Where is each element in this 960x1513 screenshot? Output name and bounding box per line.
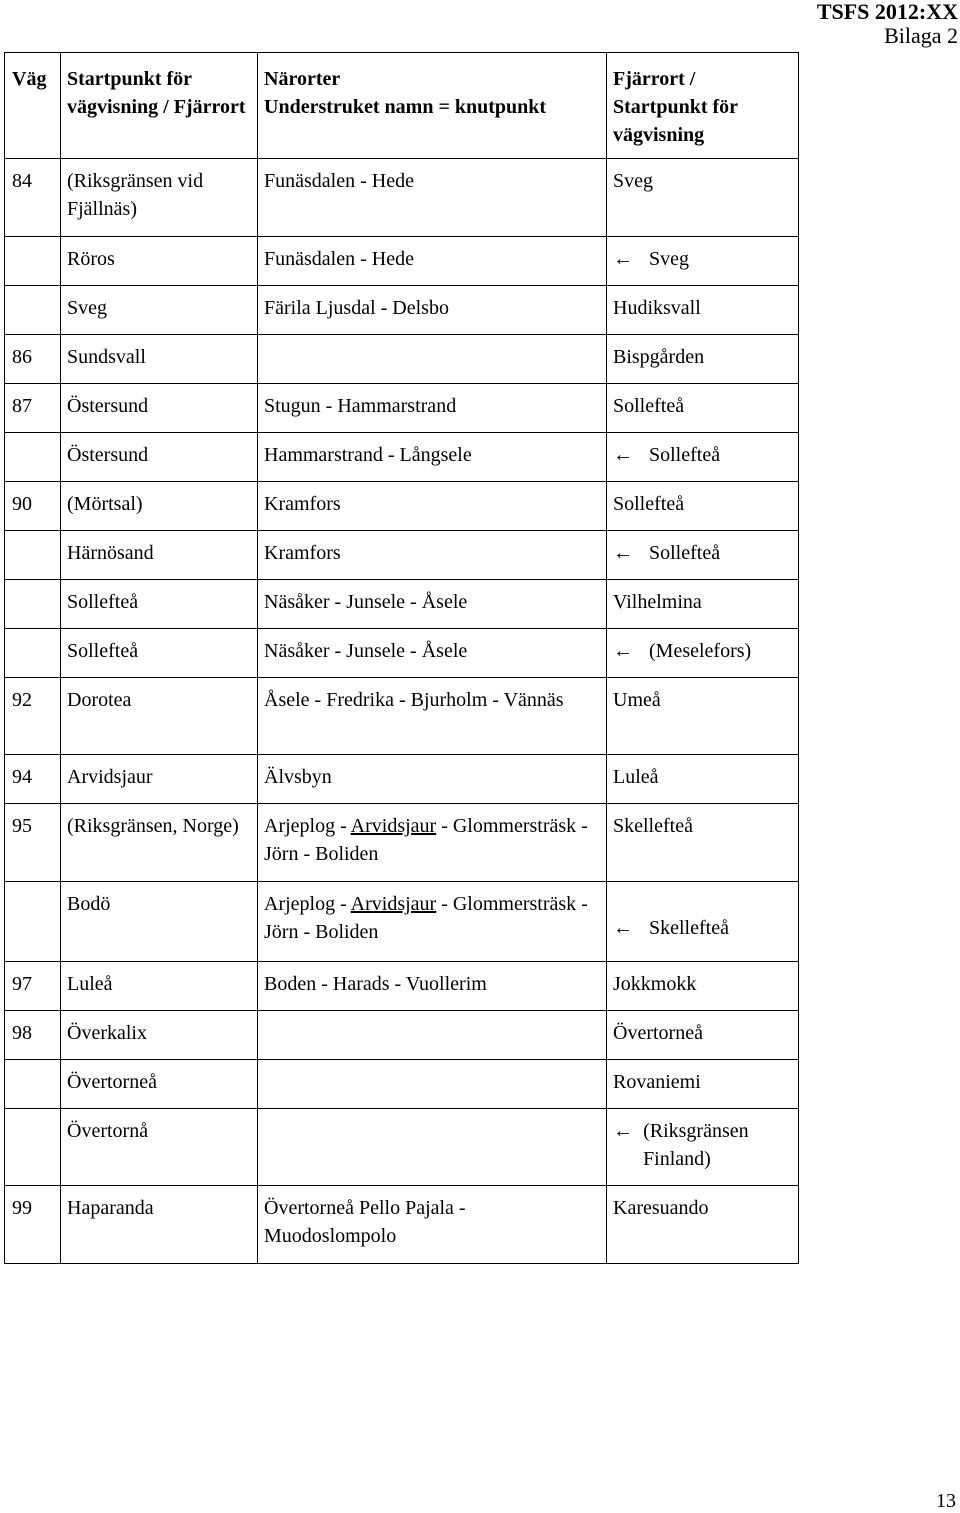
cell-start: (Riksgränsen vid Fjällnäs)	[61, 159, 258, 237]
cell-fjarrort	[607, 433, 799, 482]
cell-fjarrort	[607, 882, 799, 962]
document-code: TSFS 2012:XX	[816, 0, 958, 24]
cell-narorter	[258, 1011, 607, 1060]
cell-vag	[5, 629, 61, 678]
cell-fjarrort	[607, 1109, 799, 1186]
cell-start: Sollefteå	[61, 629, 258, 678]
cell-start: Sundsvall	[61, 335, 258, 384]
cell-vag: 98	[5, 1011, 61, 1060]
cell-fjarrort	[607, 384, 799, 433]
cell-narorter: Funäsdalen - Hede	[258, 159, 607, 237]
fjarrort-text: Sveg	[649, 248, 689, 270]
cell-start: (Riksgränsen, Norge)	[61, 804, 258, 882]
cell-vag: 87	[5, 384, 61, 433]
knutpunkt-name: Arvidsjaur	[350, 893, 437, 915]
route-table	[4, 52, 799, 1264]
cell-start: Dorotea	[61, 678, 258, 755]
arrow-left-icon: ←	[613, 917, 633, 939]
cell-narorter: Älvsbyn	[258, 755, 607, 804]
cell-vag: 94	[5, 755, 61, 804]
fjarrort-text: Skellefteå	[649, 917, 729, 939]
cell-fjarrort	[607, 755, 799, 804]
cell-narorter	[258, 882, 607, 962]
fjarrort-text: Skellefteå	[613, 815, 693, 837]
column-header-fjarrort: Fjärrort / Startpunkt för vägvisning	[607, 53, 799, 159]
table-row	[5, 678, 799, 755]
cell-narorter: Övertorneå Pello Pajala - Muodoslompolo	[258, 1186, 607, 1264]
fjarrort-text: Hudiksvall	[613, 297, 701, 319]
table-row	[5, 1060, 799, 1109]
arrow-left-icon: ←	[613, 444, 633, 466]
cell-narorter: Hammarstrand - Långsele	[258, 433, 607, 482]
cell-start: Härnösand	[61, 531, 258, 580]
cell-narorter: Åsele - Fredrika - Bjurholm - Vännäs	[258, 678, 607, 755]
cell-fjarrort	[607, 1011, 799, 1060]
narorter-text: - Glommersträsk - Jörn - Boliden	[264, 815, 588, 865]
cell-start: Övertornå	[61, 1109, 258, 1186]
cell-start: Överkalix	[61, 1011, 258, 1060]
cell-start: Sollefteå	[61, 580, 258, 629]
table-row	[5, 580, 799, 629]
cell-vag: 86	[5, 335, 61, 384]
table-row	[5, 1186, 799, 1264]
fjarrort-text: Rovaniemi	[613, 1071, 701, 1093]
fjarrort-text: Bispgården	[613, 346, 705, 368]
table-row	[5, 482, 799, 531]
table-header-row	[5, 53, 799, 159]
knutpunkt-name: Arvidsjaur	[350, 815, 437, 837]
cell-start: Östersund	[61, 384, 258, 433]
fjarrort-text: Övertorneå	[613, 1022, 703, 1044]
fjarrort-text: Vilhelmina	[613, 591, 702, 613]
cell-vag	[5, 433, 61, 482]
cell-start: Sveg	[61, 286, 258, 335]
cell-vag	[5, 882, 61, 962]
cell-vag	[5, 1109, 61, 1186]
arrow-left-icon: ←	[613, 248, 633, 270]
arrow-left-icon: ←	[613, 1120, 633, 1142]
cell-vag: 95	[5, 804, 61, 882]
cell-fjarrort	[607, 286, 799, 335]
table-body	[5, 159, 799, 1264]
narorter-note: Understruket namn = knutpunkt	[264, 96, 547, 118]
cell-fjarrort	[607, 237, 799, 286]
table-row	[5, 159, 799, 237]
arrow-left-icon: ←	[613, 640, 633, 662]
table-row	[5, 882, 799, 962]
document-header	[817, 0, 958, 48]
arrow-left-icon: ←	[613, 542, 633, 564]
table-row	[5, 1011, 799, 1060]
appendix-label: Bilaga 2	[884, 23, 958, 49]
table-row	[5, 531, 799, 580]
cell-start: Östersund	[61, 433, 258, 482]
cell-fjarrort	[607, 335, 799, 384]
cell-fjarrort	[607, 962, 799, 1011]
cell-vag	[5, 580, 61, 629]
fjarrort-text: Luleå	[613, 766, 659, 788]
column-header-narorter	[258, 53, 607, 159]
cell-narorter: Näsåker - Junsele - Åsele	[258, 580, 607, 629]
cell-narorter: Färila Ljusdal - Delsbo	[258, 286, 607, 335]
fjarrort-text: Sollefteå	[649, 444, 721, 466]
cell-vag: 84	[5, 159, 61, 237]
cell-narorter: Funäsdalen - Hede	[258, 237, 607, 286]
narorter-text: Arjeplog -	[264, 815, 351, 837]
narorter-text: Arjeplog -	[264, 893, 351, 915]
cell-fjarrort	[607, 531, 799, 580]
fjarrort-text: Karesuando	[613, 1197, 709, 1219]
narorter-title: Närorter	[264, 68, 341, 90]
fjarrort-text: (Riksgränsen Finland)	[643, 1120, 749, 1170]
cell-narorter: Näsåker - Junsele - Åsele	[258, 629, 607, 678]
fjarrort-text: Jokkmokk	[613, 973, 697, 995]
cell-narorter	[258, 1060, 607, 1109]
cell-vag: 99	[5, 1186, 61, 1264]
cell-vag	[5, 237, 61, 286]
cell-narorter	[258, 335, 607, 384]
cell-vag: 92	[5, 678, 61, 755]
page-number: 13	[936, 1490, 956, 1512]
cell-fjarrort	[607, 159, 799, 237]
cell-narorter: Boden - Harads - Vuollerim	[258, 962, 607, 1011]
column-header-vag: Väg	[5, 53, 61, 159]
cell-start: Haparanda	[61, 1186, 258, 1264]
table-row	[5, 335, 799, 384]
table-row	[5, 286, 799, 335]
cell-start: Bodö	[61, 882, 258, 962]
fjarrort-text: Sollefteå	[649, 542, 721, 564]
cell-fjarrort	[607, 629, 799, 678]
table-row	[5, 237, 799, 286]
cell-vag: 90	[5, 482, 61, 531]
table-row	[5, 433, 799, 482]
fjarrort-text: Sollefteå	[613, 493, 685, 515]
cell-start: Luleå	[61, 962, 258, 1011]
table-row	[5, 962, 799, 1011]
cell-vag: 97	[5, 962, 61, 1011]
cell-fjarrort	[607, 580, 799, 629]
column-header-start: Startpunkt för vägvisning / Fjärrort	[61, 53, 258, 159]
cell-vag	[5, 531, 61, 580]
table-row	[5, 804, 799, 882]
cell-start: (Mörtsal)	[61, 482, 258, 531]
cell-fjarrort	[607, 1060, 799, 1109]
cell-narorter	[258, 804, 607, 882]
cell-vag	[5, 286, 61, 335]
table-row	[5, 629, 799, 678]
table-row	[5, 755, 799, 804]
cell-fjarrort	[607, 1186, 799, 1264]
cell-narorter: Kramfors	[258, 482, 607, 531]
cell-start: Arvidsjaur	[61, 755, 258, 804]
narorter-text: - Glommersträsk - Jörn - Boliden	[264, 893, 588, 943]
fjarrort-text: Sollefteå	[613, 395, 685, 417]
cell-narorter: Stugun - Hammarstrand	[258, 384, 607, 433]
fjarrort-text: Sveg	[613, 170, 653, 192]
cell-start: Övertorneå	[61, 1060, 258, 1109]
table-row	[5, 1109, 799, 1186]
cell-narorter	[258, 1109, 607, 1186]
fjarrort-text: Umeå	[613, 689, 661, 711]
fjarrort-text: (Meselefors)	[649, 640, 752, 662]
cell-start: Röros	[61, 237, 258, 286]
cell-fjarrort	[607, 678, 799, 755]
cell-fjarrort	[607, 482, 799, 531]
cell-narorter: Kramfors	[258, 531, 607, 580]
cell-fjarrort	[607, 804, 799, 882]
table-row	[5, 384, 799, 433]
cell-vag	[5, 1060, 61, 1109]
